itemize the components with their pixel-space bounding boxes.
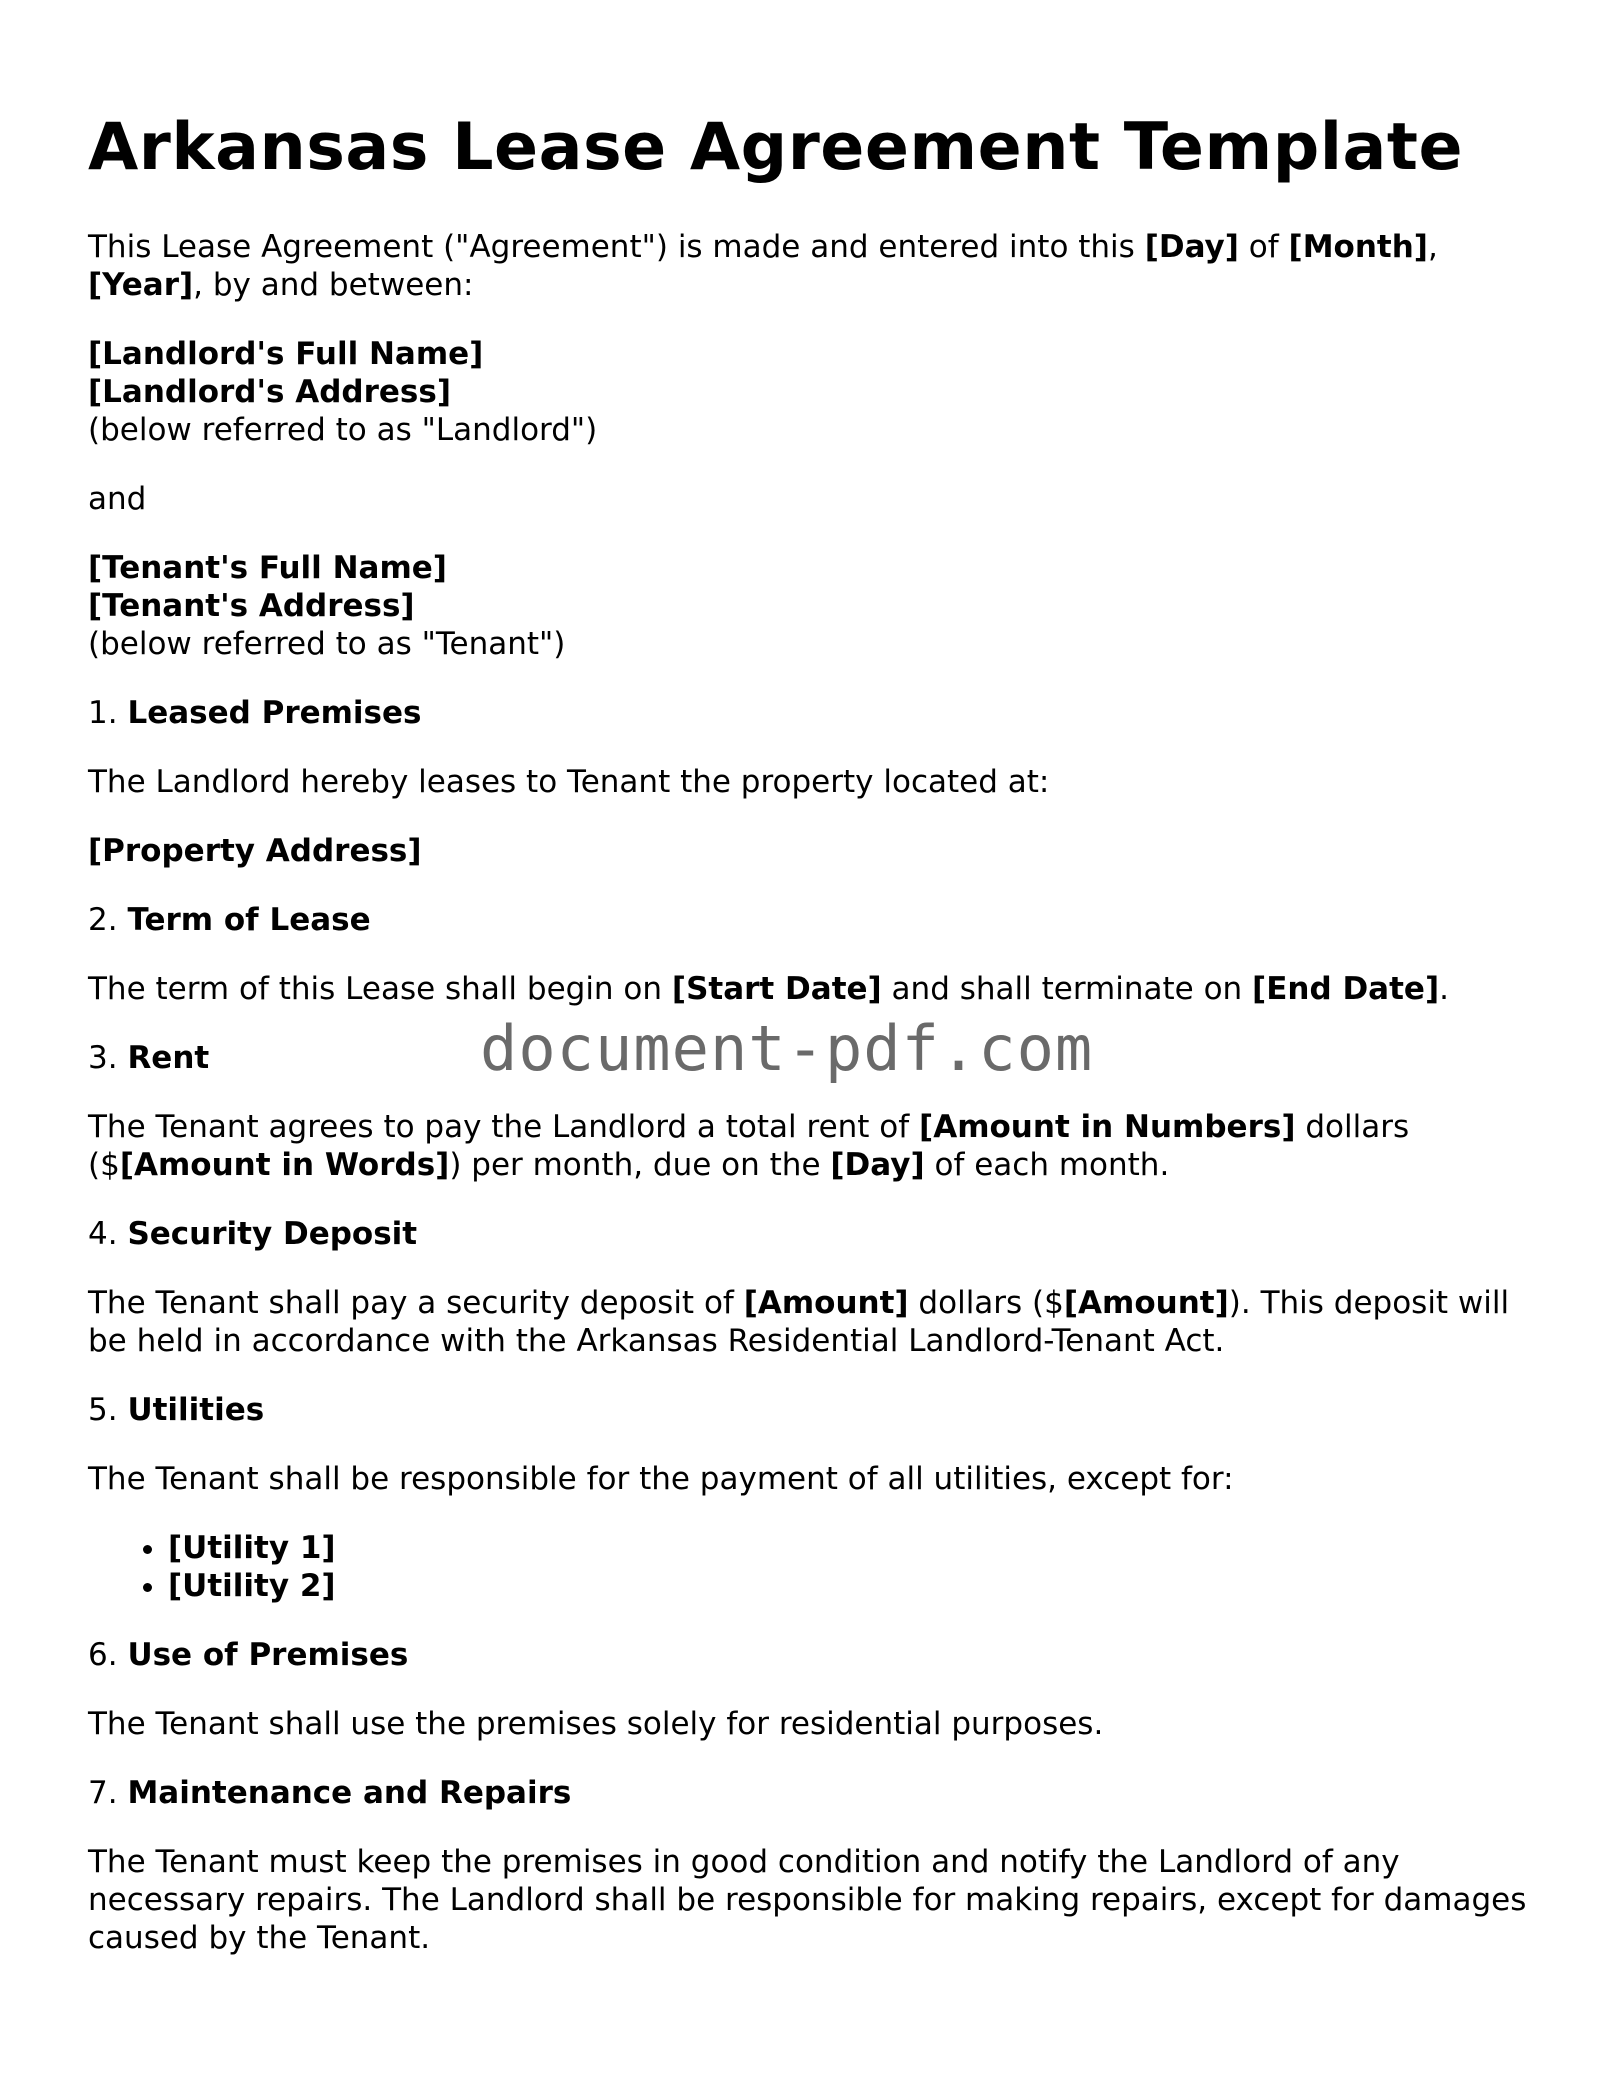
amount-placeholder: [Amount] [1063,1285,1229,1321]
list-item: • [Utility 2] [168,1567,1528,1605]
section-title: Utilities [127,1392,265,1428]
section-title: Maintenance and Repairs [127,1775,572,1811]
section-number: 3. [88,1040,128,1076]
section-number: 1. [88,695,128,731]
body-text: The Tenant shall pay a security deposit of [88,1285,744,1321]
property-address-placeholder: [Property Address] [88,833,422,869]
section-number: 4. [88,1216,128,1252]
section-title: Use of Premises [127,1637,409,1673]
body-text: of each month. [924,1147,1170,1183]
year-placeholder: [Year] [88,267,194,303]
body-text: ) per month, due on the [449,1147,831,1183]
and-text: and [88,481,147,517]
section-5-heading [88,1391,1528,1429]
amount-placeholder: [Amount] [743,1285,909,1321]
tenant-block [88,549,1528,663]
landlord-ref: (below referred to as "Landlord") [88,412,598,448]
landlord-address: [Landlord's Address] [88,374,451,410]
list-item: • [Utility 1] [168,1529,1528,1567]
landlord-block [88,335,1528,449]
amount-numbers-placeholder: [Amount in Numbers] [919,1109,1296,1145]
section-number: 2. [88,902,128,938]
section-5-text: The Tenant shall be responsible for the payment of all utilities, except for: [88,1461,1234,1497]
section-1-heading [88,694,1528,732]
body-text: The Tenant agrees to pay the Landlord a total rent of [88,1109,920,1145]
intro-text: This Lease Agreement ("Agreement") is made and entered into this [88,229,1145,265]
section-6-heading [88,1636,1528,1674]
section-7-text: The Tenant must keep the premises in good condition and notify the Landlord of any necessary repairs. The Landlord shall be responsible for making repairs, except for damages caused by the Tenant. [88,1844,1527,1956]
body-text: ). This deposit will be held in accordance with the Arkansas Residential Landlord-Tenant Act. [88,1285,1510,1359]
page-title: Arkansas Lease Agreement Template [88,110,1464,185]
start-date-placeholder: [Start Date] [671,971,882,1007]
tenant-name: [Tenant's Full Name] [88,550,447,586]
section-number: 6. [88,1637,128,1673]
section-title: Security Deposit [127,1216,418,1252]
intro-text: of [1238,229,1289,265]
section-2-heading [88,901,1528,939]
section-6-text: The Tenant shall use the premises solely for residential purposes. [88,1706,1104,1742]
section-number: 7. [88,1775,128,1811]
tenant-address: [Tenant's Address] [88,588,415,624]
body-text: dollars ($ [908,1285,1064,1321]
landlord-name: [Landlord's Full Name] [88,336,484,372]
day-placeholder: [Day] [1144,229,1239,265]
intro-text: , [1427,229,1438,265]
body-text: dollars ($ [88,1109,1410,1183]
tenant-ref: (below referred to as "Tenant") [88,626,566,662]
section-title: Leased Premises [127,695,422,731]
intro-paragraph [88,228,1528,304]
section-3-text [88,1108,1528,1184]
body-text: The term of this Lease shall begin on [88,971,672,1007]
section-4-heading [88,1215,1528,1253]
body-text: and shall terminate on [881,971,1253,1007]
watermark: document-pdf.com [480,1012,1094,1085]
section-title: Rent [127,1040,210,1076]
section-number: 5. [88,1392,128,1428]
section-title: Term of Lease [127,902,371,938]
day-placeholder: [Day] [830,1147,925,1183]
property-address [88,832,1528,870]
section-2-text [88,970,1528,1008]
month-placeholder: [Month] [1288,229,1428,265]
section-7-heading [88,1774,1528,1812]
body-text: . [1439,971,1449,1007]
section-1-text: The Landlord hereby leases to Tenant the property located at: [88,764,1050,800]
amount-words-placeholder: [Amount in Words] [119,1147,450,1183]
intro-text: , by and between: [193,267,474,303]
end-date-placeholder: [End Date] [1252,971,1440,1007]
utilities-list [88,1529,1528,1605]
section-4-text [88,1284,1528,1360]
